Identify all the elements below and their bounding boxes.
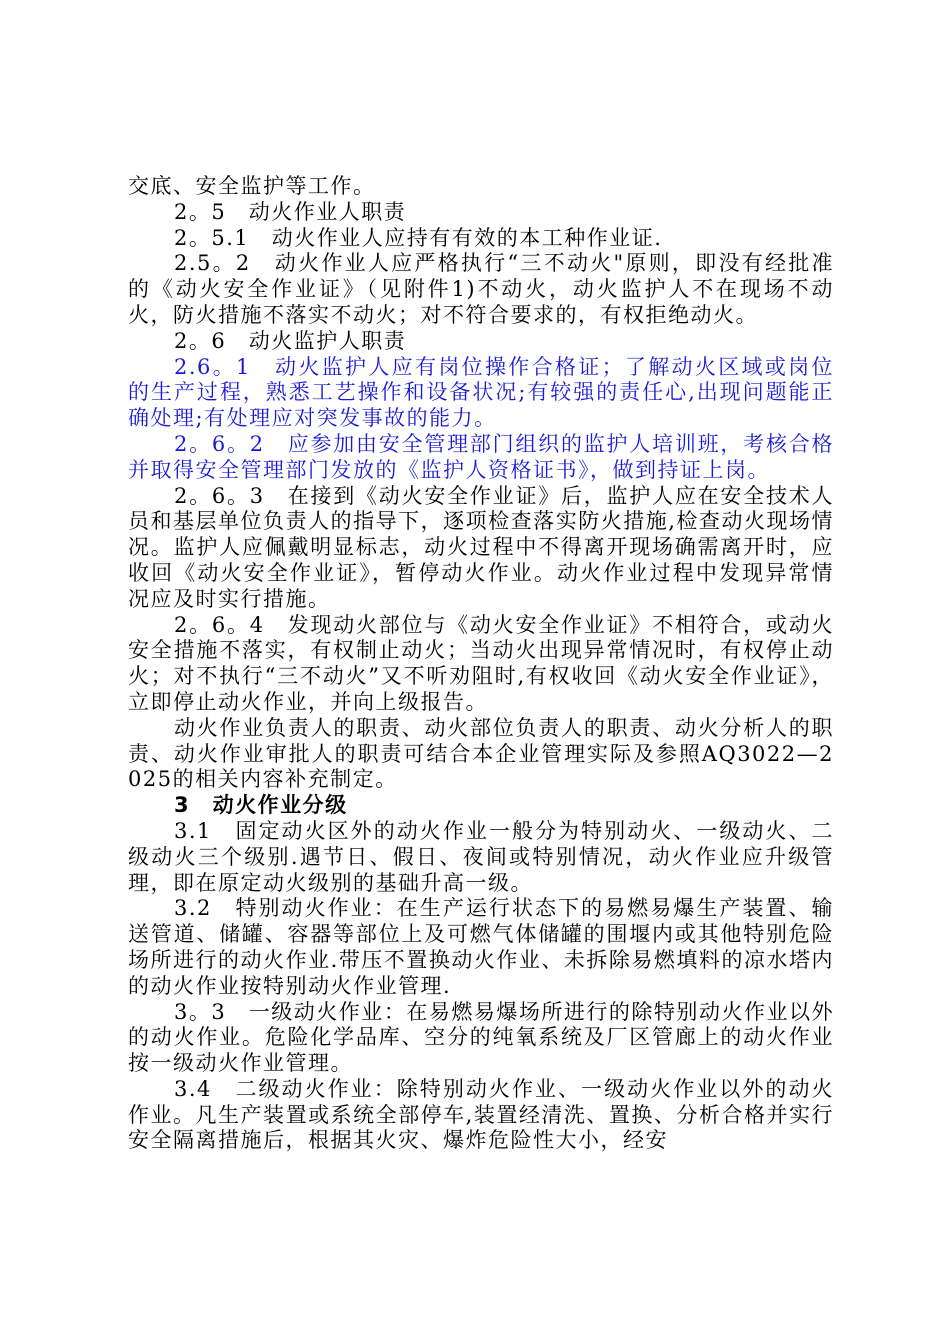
section-2-5-title: 2。5 动火作业人职责 xyxy=(174,199,407,224)
responsibilities-note: 动火作业负责人的职责、动火部位负责人的职责、动火分析人的职责、动火作业审批人的职责可结合本企业管理实际及参照AQ3022—2025的相关内容补充制定。 xyxy=(128,715,834,792)
clause-2-5-2: 2.5。2 动火作业人应严格执行“三不动火"原则，即没有经批准的《动火安全作业证》（见附件1)不动火，动火监护人不在现场不动火，防火措施不落实不动火；对不符合要求的，有权拒绝动火。 xyxy=(128,251,834,327)
clause-2-5-1: 2。5.1 动火作业人应持有有效的本工种作业证. xyxy=(174,225,663,250)
clause-2-6-3: 2。6。3 在接到《动火安全作业证》后，监护人应在安全技术人员和基层单位负责人的指导下，逐项检查落实防火措施,检查动火现场情况。监护人应佩戴明显标志，动火过程中不得离开现场确需离开时，应收回《动火安全作业证》，暂停动火作业。动火作业过程中发现异常情况应及时实行措施。 xyxy=(128,483,834,611)
document-page xyxy=(128,174,834,1154)
section-3-heading: 3 动火作业分级 xyxy=(174,793,348,818)
clause-3-1: 3.1 固定动火区外的动火作业一般分为特别动火、一级动火、二级动火三个级别.遇节日、假日、夜间或特别情况，动火作业应升级管理，即在原定动火级别的基础升高一级。 xyxy=(128,818,834,895)
paragraph-continuation: 交底、安全监护等工作。 xyxy=(128,174,376,198)
clause-3-2: 3.2 特别动火作业：在生产运行状态下的易燃易爆生产装置、输送管道、储罐、容器等部位上及可燃气体储罐的围堰内或其他特别危险场所进行的动火作业.带压不置换动火作业、未拆除易燃填料的凉水塔内的动火作业按特别动火作业管理. xyxy=(128,896,834,998)
clause-3-3: 3。3 一级动火作业：在易燃易爆场所进行的除特别动火作业以外的动火作业。危险化学品库、空分的纯氧系统及厂区管廊上的动火作业按一级动火作业管理。 xyxy=(128,999,834,1076)
clause-2-6-4: 2。6。4 发现动火部位与《动火安全作业证》不相符合，或动火安全措施不落实，有权制止动火；当动火出现异常情况时，有权停止动火；对不执行“三不动火”又不听劝阻时,有权收回《动火安全作业证》，立即停止动火作业，并向上级报告。 xyxy=(128,612,834,714)
clause-2-6-1: 2.6。1 动火监护人应有岗位操作合格证；了解动火区域或岗位的生产过程，熟悉工艺操作和设备状况;有较强的责任心,出现问题能正确处理;有处理应对突发事故的能力。 xyxy=(128,354,834,431)
clause-2-6-2: 2。6。2 应参加由安全管理部门组织的监护人培训班，考核合格并取得安全管理部门发放的《监护人资格证书》，做到持证上岗。 xyxy=(128,431,834,482)
clause-3-4: 3.4 二级动火作业：除特别动火作业、一级动火作业以外的动火作业。凡生产装置或系统全部停车,装置经清洗、置换、分析合格并实行安全隔离措施后，根据其火灾、爆炸危险性大小，经安 xyxy=(128,1076,834,1153)
section-2-6-title: 2。6 动火监护人职责 xyxy=(174,328,407,353)
